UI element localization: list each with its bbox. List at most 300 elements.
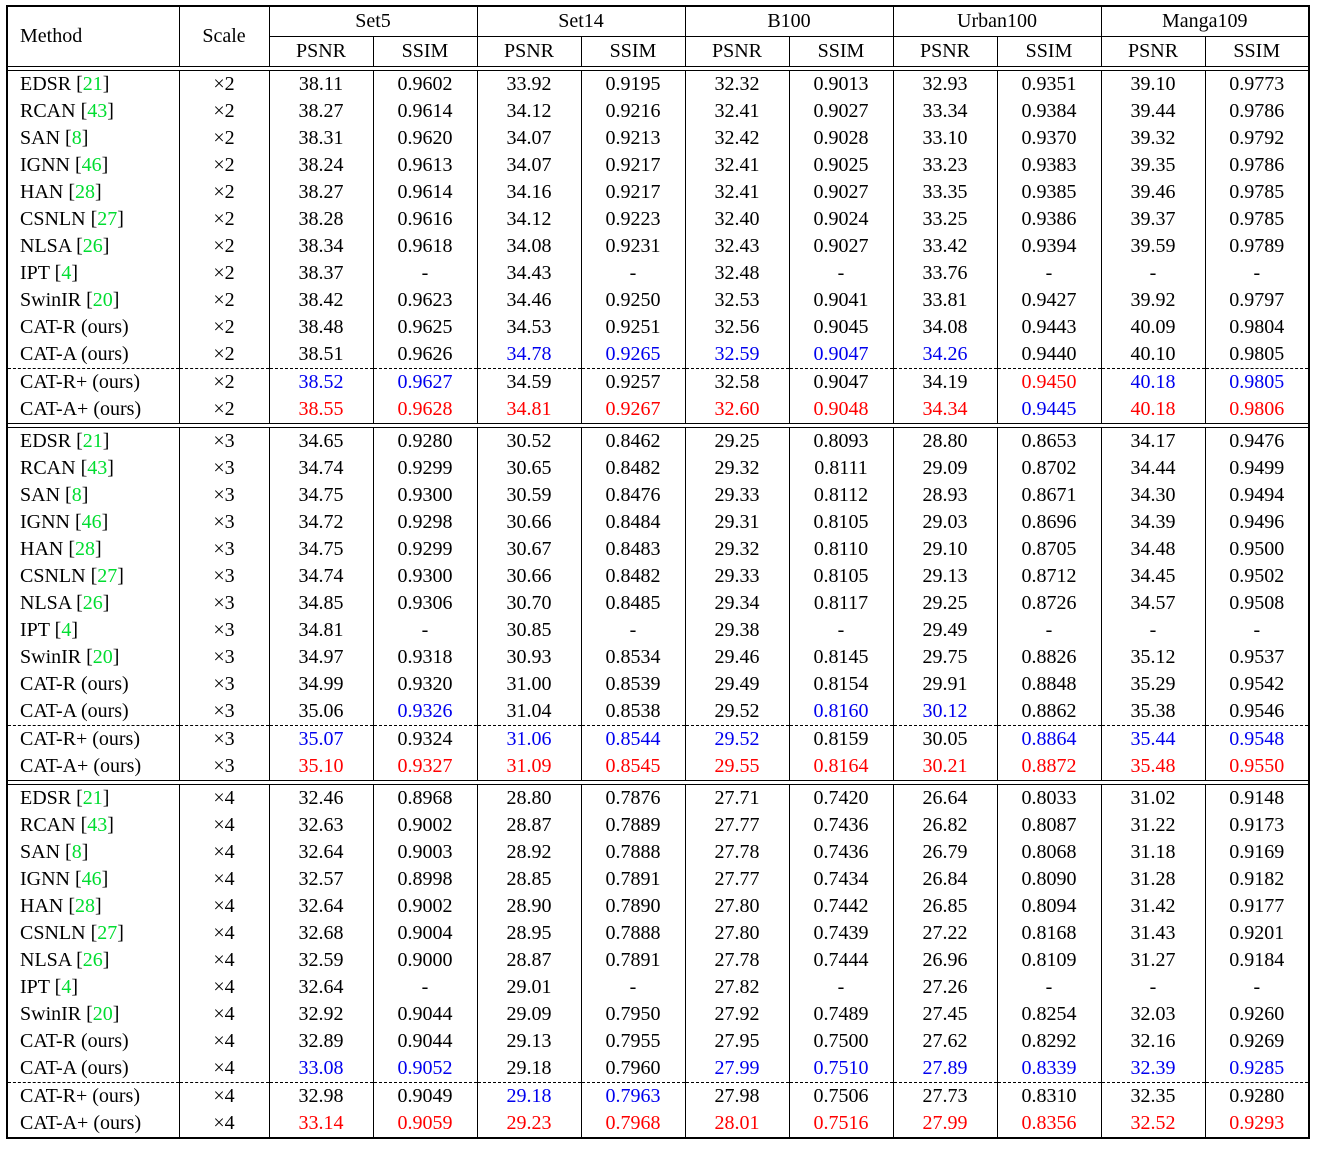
method-cell: SwinIR [20] [7, 644, 179, 671]
ssim-value: 0.9217 [581, 152, 685, 179]
psnr-value: 31.02 [1101, 785, 1205, 813]
ssim-value: 0.9370 [997, 125, 1101, 152]
ssim-value: 0.7889 [581, 812, 685, 839]
psnr-value: - [1101, 260, 1205, 287]
column-subheader-ssim: SSIM [1205, 37, 1309, 67]
psnr-value: 29.75 [893, 644, 997, 671]
ssim-value: 0.9620 [373, 125, 477, 152]
ssim-value: 0.7510 [789, 1055, 893, 1083]
ssim-value: 0.9351 [997, 71, 1101, 99]
ssim-value: 0.8539 [581, 671, 685, 698]
ssim-value: 0.8864 [997, 726, 1101, 754]
psnr-value: 27.98 [685, 1083, 789, 1111]
scale-cell: ×2 [179, 314, 269, 341]
scale-cell: ×4 [179, 1083, 269, 1111]
table-header [7, 6, 1309, 67]
ssim-value: 0.8544 [581, 726, 685, 754]
ssim-value: 0.9440 [997, 341, 1101, 369]
psnr-value: 29.91 [893, 671, 997, 698]
method-cell: EDSR [21] [7, 785, 179, 813]
psnr-value: 35.06 [269, 698, 373, 726]
table-row [7, 179, 1309, 206]
ssim-value: 0.8068 [997, 839, 1101, 866]
psnr-value: 34.07 [477, 152, 581, 179]
ssim-value: 0.8356 [997, 1110, 1101, 1138]
psnr-value: 34.99 [269, 671, 373, 698]
column-subheader-ssim: SSIM [997, 37, 1101, 67]
ssim-value: 0.9546 [1205, 698, 1309, 726]
column-subheader-psnr: PSNR [477, 37, 581, 67]
ssim-value: - [789, 617, 893, 644]
ssim-value: 0.9542 [1205, 671, 1309, 698]
method-cell: CSNLN [27] [7, 920, 179, 947]
ssim-value: 0.8109 [997, 947, 1101, 974]
ssim-value: 0.7950 [581, 1001, 685, 1028]
scale-cell: ×4 [179, 947, 269, 974]
ssim-value: 0.7516 [789, 1110, 893, 1138]
ssim-value: 0.9324 [373, 726, 477, 754]
ssim-value: 0.9499 [1205, 455, 1309, 482]
ssim-value: - [997, 974, 1101, 1001]
ssim-value: 0.8483 [581, 536, 685, 563]
method-cell: CAT-A+ (ours) [7, 396, 179, 424]
ssim-value: 0.9494 [1205, 482, 1309, 509]
scale-cell: ×3 [179, 563, 269, 590]
method-cell: IPT [4] [7, 617, 179, 644]
psnr-value: 32.64 [269, 974, 373, 1001]
method-cell: RCAN [43] [7, 98, 179, 125]
ssim-value: 0.9804 [1205, 314, 1309, 341]
scale-cell: ×2 [179, 260, 269, 287]
column-group-manga109: Manga109 [1101, 6, 1309, 37]
psnr-value: 30.59 [477, 482, 581, 509]
scale-cell: ×3 [179, 644, 269, 671]
column-subheader-ssim: SSIM [789, 37, 893, 67]
scale-cell: ×4 [179, 920, 269, 947]
psnr-value: 28.95 [477, 920, 581, 947]
psnr-value: 33.42 [893, 233, 997, 260]
ssim-value: 0.9004 [373, 920, 477, 947]
psnr-value: 40.18 [1101, 396, 1205, 424]
table-body [7, 67, 1309, 1139]
method-cell: CAT-R+ (ours) [7, 1083, 179, 1111]
scale-cell: ×4 [179, 812, 269, 839]
psnr-value: 27.99 [893, 1110, 997, 1138]
method-cell: EDSR [21] [7, 71, 179, 99]
ssim-value: 0.8033 [997, 785, 1101, 813]
psnr-value: 34.48 [1101, 536, 1205, 563]
ssim-value: 0.9027 [789, 98, 893, 125]
ssim-value: 0.9298 [373, 509, 477, 536]
psnr-value: 34.19 [893, 369, 997, 397]
table-row [7, 1110, 1309, 1138]
table-row [7, 396, 1309, 424]
ssim-value: 0.7436 [789, 839, 893, 866]
psnr-value: 32.56 [685, 314, 789, 341]
column-subheader-psnr: PSNR [269, 37, 373, 67]
ssim-value: 0.9537 [1205, 644, 1309, 671]
scale-cell: ×2 [179, 125, 269, 152]
ssim-value: 0.9623 [373, 287, 477, 314]
column-subheader-psnr: PSNR [893, 37, 997, 67]
table-row [7, 671, 1309, 698]
method-cell: CAT-R+ (ours) [7, 369, 179, 397]
psnr-value: 39.59 [1101, 233, 1205, 260]
ssim-value: 0.9169 [1205, 839, 1309, 866]
psnr-value: 32.59 [685, 341, 789, 369]
psnr-value: 34.43 [477, 260, 581, 287]
ssim-value: 0.9616 [373, 206, 477, 233]
ssim-value: 0.9048 [789, 396, 893, 424]
method-cell: CAT-A (ours) [7, 341, 179, 369]
psnr-value: 27.62 [893, 1028, 997, 1055]
column-subheader-ssim: SSIM [581, 37, 685, 67]
ssim-value: 0.7500 [789, 1028, 893, 1055]
psnr-value: 32.32 [685, 71, 789, 99]
psnr-value: 31.28 [1101, 866, 1205, 893]
psnr-value: 29.13 [893, 563, 997, 590]
citation-number: 43 [87, 814, 108, 836]
ssim-value: - [373, 260, 477, 287]
psnr-value: 27.80 [685, 893, 789, 920]
psnr-value: 35.38 [1101, 698, 1205, 726]
ssim-value: 0.8534 [581, 644, 685, 671]
table-row [7, 563, 1309, 590]
psnr-value: 27.22 [893, 920, 997, 947]
psnr-value: 29.46 [685, 644, 789, 671]
ssim-value: 0.7968 [581, 1110, 685, 1138]
table-row [7, 785, 1309, 813]
ssim-value: 0.9445 [997, 396, 1101, 424]
ssim-value: 0.9231 [581, 233, 685, 260]
psnr-value: 40.10 [1101, 341, 1205, 369]
table-row [7, 455, 1309, 482]
citation-number: 20 [92, 646, 113, 668]
ssim-value: 0.8310 [997, 1083, 1101, 1111]
scale-cell: ×3 [179, 455, 269, 482]
psnr-value: 40.09 [1101, 314, 1205, 341]
method-cell: SwinIR [20] [7, 1001, 179, 1028]
psnr-value: 32.52 [1101, 1110, 1205, 1138]
psnr-value: 27.77 [685, 866, 789, 893]
ssim-value: 0.7489 [789, 1001, 893, 1028]
table-row [7, 369, 1309, 397]
ssim-value: - [1205, 260, 1309, 287]
psnr-value: - [1101, 617, 1205, 644]
ssim-value: 0.9550 [1205, 753, 1309, 781]
psnr-value: 34.12 [477, 98, 581, 125]
psnr-value: 32.35 [1101, 1083, 1205, 1111]
psnr-value: 35.48 [1101, 753, 1205, 781]
ssim-value: 0.8254 [997, 1001, 1101, 1028]
ssim-value: 0.9548 [1205, 726, 1309, 754]
table-row [7, 590, 1309, 617]
column-subheader-ssim: SSIM [373, 37, 477, 67]
psnr-value: 33.25 [893, 206, 997, 233]
header-row-groups [7, 6, 1309, 37]
ssim-value: 0.9027 [789, 233, 893, 260]
scale-cell: ×2 [179, 369, 269, 397]
ssim-value: 0.8726 [997, 590, 1101, 617]
table-row [7, 812, 1309, 839]
ssim-value: 0.8705 [997, 536, 1101, 563]
scale-cell: ×3 [179, 536, 269, 563]
psnr-value: 32.57 [269, 866, 373, 893]
psnr-value: 39.10 [1101, 71, 1205, 99]
table-row [7, 260, 1309, 287]
ssim-value: 0.8094 [997, 893, 1101, 920]
scale-cell: ×4 [179, 1028, 269, 1055]
psnr-value: 27.92 [685, 1001, 789, 1028]
ssim-value: 0.7888 [581, 839, 685, 866]
ssim-value: 0.7439 [789, 920, 893, 947]
psnr-value: 32.92 [269, 1001, 373, 1028]
psnr-value: 34.78 [477, 341, 581, 369]
psnr-value: 32.46 [269, 785, 373, 813]
psnr-value: 29.52 [685, 726, 789, 754]
psnr-value: 34.12 [477, 206, 581, 233]
psnr-value: 29.13 [477, 1028, 581, 1055]
citation-number: 28 [75, 181, 96, 203]
ssim-value: 0.8292 [997, 1028, 1101, 1055]
ssim-value: 0.9044 [373, 1028, 477, 1055]
ssim-value: 0.9320 [373, 671, 477, 698]
psnr-value: 27.80 [685, 920, 789, 947]
psnr-value: 38.27 [269, 179, 373, 206]
psnr-value: 40.18 [1101, 369, 1205, 397]
scale-cell: ×3 [179, 726, 269, 754]
scale-cell: ×4 [179, 1110, 269, 1138]
table-row [7, 947, 1309, 974]
scale-cell: ×3 [179, 753, 269, 781]
psnr-value: 29.38 [685, 617, 789, 644]
ssim-value: 0.9786 [1205, 98, 1309, 125]
ssim-value: 0.9602 [373, 71, 477, 99]
ssim-value: 0.8712 [997, 563, 1101, 590]
psnr-value: 27.95 [685, 1028, 789, 1055]
psnr-value: 32.68 [269, 920, 373, 947]
method-cell: CAT-A+ (ours) [7, 1110, 179, 1138]
scale-cell: ×2 [179, 152, 269, 179]
psnr-value: 38.28 [269, 206, 373, 233]
ssim-value: 0.8093 [789, 428, 893, 456]
ssim-value: 0.8476 [581, 482, 685, 509]
psnr-value: 34.08 [477, 233, 581, 260]
psnr-value: 27.78 [685, 947, 789, 974]
table-row [7, 341, 1309, 369]
method-cell: CSNLN [27] [7, 563, 179, 590]
ssim-value: 0.9049 [373, 1083, 477, 1111]
psnr-value: 32.41 [685, 98, 789, 125]
ssim-value: 0.9785 [1205, 206, 1309, 233]
citation-number: 26 [82, 949, 103, 971]
ssim-value: 0.9265 [581, 341, 685, 369]
psnr-value: 38.24 [269, 152, 373, 179]
scale-cell: ×2 [179, 71, 269, 99]
ssim-value: 0.8117 [789, 590, 893, 617]
psnr-value: 34.30 [1101, 482, 1205, 509]
psnr-value: 33.23 [893, 152, 997, 179]
psnr-value: 28.80 [477, 785, 581, 813]
psnr-value: 30.52 [477, 428, 581, 456]
citation-number: 28 [75, 895, 96, 917]
table-row [7, 839, 1309, 866]
method-cell: CAT-A (ours) [7, 698, 179, 726]
method-cell: SAN [8] [7, 482, 179, 509]
method-cell: HAN [28] [7, 536, 179, 563]
psnr-value: 30.65 [477, 455, 581, 482]
ssim-value: 0.8159 [789, 726, 893, 754]
ssim-value: 0.7963 [581, 1083, 685, 1111]
table-row [7, 617, 1309, 644]
scale-cell: ×3 [179, 509, 269, 536]
psnr-value: 35.44 [1101, 726, 1205, 754]
citation-number: 27 [97, 922, 118, 944]
psnr-value: 29.10 [893, 536, 997, 563]
ssim-value: 0.8087 [997, 812, 1101, 839]
psnr-value: 29.23 [477, 1110, 581, 1138]
ssim-value: 0.9182 [1205, 866, 1309, 893]
ssim-value: 0.9450 [997, 369, 1101, 397]
psnr-value: 34.81 [477, 396, 581, 424]
psnr-value: 29.33 [685, 563, 789, 590]
ssim-value: 0.8105 [789, 509, 893, 536]
column-group-b100: B100 [685, 6, 893, 37]
ssim-value: 0.8482 [581, 563, 685, 590]
psnr-value: 38.42 [269, 287, 373, 314]
scale-cell: ×3 [179, 698, 269, 726]
ssim-value: 0.9502 [1205, 563, 1309, 590]
ssim-value: 0.8538 [581, 698, 685, 726]
method-cell: SwinIR [20] [7, 287, 179, 314]
ssim-value: 0.9059 [373, 1110, 477, 1138]
ssim-value: 0.9195 [581, 71, 685, 99]
scale-cell: ×4 [179, 1055, 269, 1083]
ssim-value: 0.8462 [581, 428, 685, 456]
scale-cell: ×3 [179, 671, 269, 698]
citation-number: 8 [71, 484, 82, 506]
ssim-value: 0.8671 [997, 482, 1101, 509]
psnr-value: 30.21 [893, 753, 997, 781]
method-cell: CAT-R (ours) [7, 1028, 179, 1055]
psnr-value: 33.08 [269, 1055, 373, 1083]
ssim-value: 0.9299 [373, 455, 477, 482]
psnr-value: 32.39 [1101, 1055, 1205, 1083]
scale-cell: ×4 [179, 974, 269, 1001]
psnr-value: 32.60 [685, 396, 789, 424]
ssim-value: 0.8485 [581, 590, 685, 617]
psnr-value: 34.74 [269, 455, 373, 482]
psnr-value: 32.40 [685, 206, 789, 233]
psnr-value: 31.27 [1101, 947, 1205, 974]
psnr-value: 32.58 [685, 369, 789, 397]
scale-cell: ×2 [179, 287, 269, 314]
psnr-value: 32.43 [685, 233, 789, 260]
ssim-value: 0.9216 [581, 98, 685, 125]
psnr-value: 28.87 [477, 812, 581, 839]
citation-number: 46 [81, 868, 102, 890]
ssim-value: 0.9427 [997, 287, 1101, 314]
ssim-value: 0.9213 [581, 125, 685, 152]
ssim-value: 0.9618 [373, 233, 477, 260]
ssim-value: 0.9792 [1205, 125, 1309, 152]
ssim-value: 0.8872 [997, 753, 1101, 781]
ssim-value: 0.9327 [373, 753, 477, 781]
ssim-value: 0.8164 [789, 753, 893, 781]
ssim-value: 0.9044 [373, 1001, 477, 1028]
ssim-value: 0.9443 [997, 314, 1101, 341]
ssim-value: 0.9806 [1205, 396, 1309, 424]
scale-cell: ×3 [179, 428, 269, 456]
ssim-value: 0.9476 [1205, 428, 1309, 456]
citation-number: 28 [75, 538, 96, 560]
psnr-value: 29.55 [685, 753, 789, 781]
psnr-value: 34.26 [893, 341, 997, 369]
ssim-value: 0.8862 [997, 698, 1101, 726]
ssim-value: 0.9041 [789, 287, 893, 314]
ssim-value: 0.9052 [373, 1055, 477, 1083]
ssim-value: 0.9045 [789, 314, 893, 341]
psnr-value: 31.09 [477, 753, 581, 781]
ssim-value: - [1205, 617, 1309, 644]
ssim-value: 0.8968 [373, 785, 477, 813]
psnr-value: 39.35 [1101, 152, 1205, 179]
psnr-value: 29.32 [685, 455, 789, 482]
scale-cell: ×4 [179, 839, 269, 866]
scale-cell: ×2 [179, 179, 269, 206]
ssim-value: 0.9000 [373, 947, 477, 974]
psnr-value: 34.44 [1101, 455, 1205, 482]
method-cell: SAN [8] [7, 125, 179, 152]
psnr-value: 31.00 [477, 671, 581, 698]
psnr-value: 34.34 [893, 396, 997, 424]
method-cell: CAT-R (ours) [7, 314, 179, 341]
ssim-value: - [997, 617, 1101, 644]
ssim-value: 0.8998 [373, 866, 477, 893]
table-row [7, 509, 1309, 536]
benchmark-results-table [6, 5, 1310, 1139]
ssim-value: 0.9394 [997, 233, 1101, 260]
psnr-value: 34.65 [269, 428, 373, 456]
ssim-value: 0.9300 [373, 563, 477, 590]
ssim-value: 0.9184 [1205, 947, 1309, 974]
psnr-value: 39.92 [1101, 287, 1205, 314]
psnr-value: 39.46 [1101, 179, 1205, 206]
table-row [7, 428, 1309, 456]
table-row [7, 726, 1309, 754]
scale-cell: ×4 [179, 866, 269, 893]
psnr-value: 30.05 [893, 726, 997, 754]
psnr-value: 34.72 [269, 509, 373, 536]
psnr-value: 32.16 [1101, 1028, 1205, 1055]
table-row [7, 233, 1309, 260]
psnr-value: 29.49 [893, 617, 997, 644]
ssim-value: 0.9383 [997, 152, 1101, 179]
ssim-value: 0.9625 [373, 314, 477, 341]
psnr-value: 28.80 [893, 428, 997, 456]
citation-number: 43 [87, 100, 108, 122]
ssim-value: 0.9626 [373, 341, 477, 369]
psnr-value: 32.64 [269, 839, 373, 866]
citation-number: 46 [81, 154, 102, 176]
psnr-value: 27.82 [685, 974, 789, 1001]
psnr-value: 32.48 [685, 260, 789, 287]
ssim-value: 0.7876 [581, 785, 685, 813]
ssim-value: 0.9002 [373, 812, 477, 839]
ssim-value: 0.9500 [1205, 536, 1309, 563]
ssim-value: 0.9003 [373, 839, 477, 866]
ssim-value: 0.9384 [997, 98, 1101, 125]
